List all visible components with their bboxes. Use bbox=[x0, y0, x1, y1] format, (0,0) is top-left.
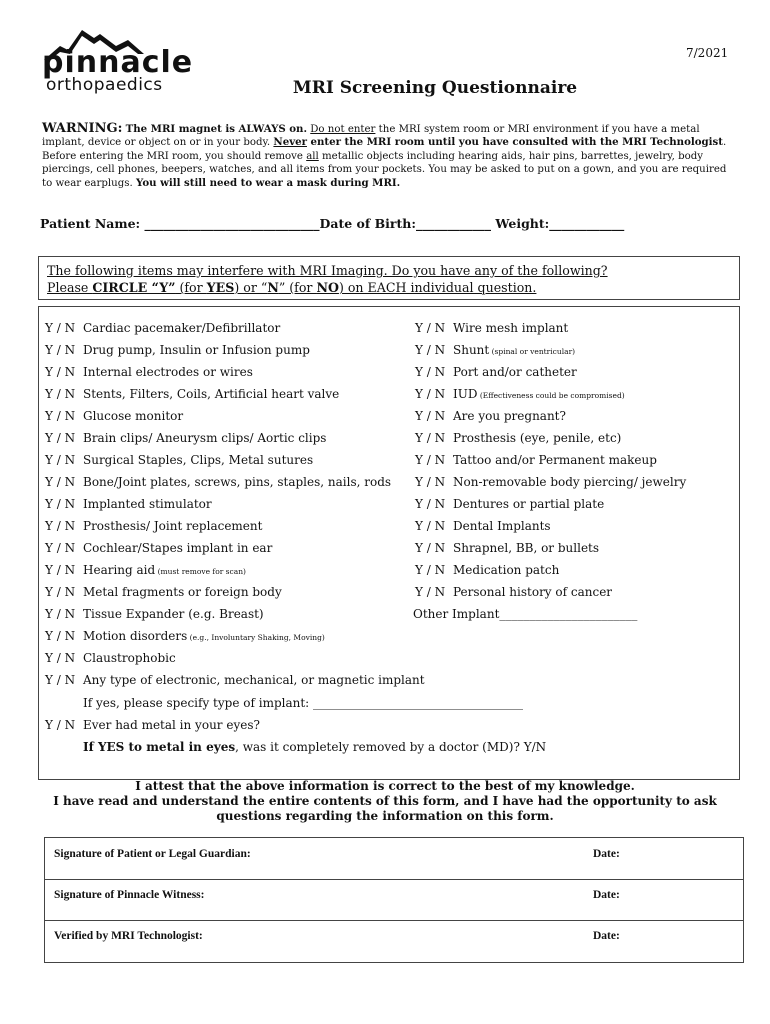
question-row bbox=[415, 519, 551, 533]
signature-table bbox=[44, 837, 744, 963]
question-row bbox=[45, 453, 313, 467]
warning-text: You will still need to wear a mask during MRI. bbox=[135, 176, 401, 189]
question-note: (must remove for scan) bbox=[155, 567, 246, 576]
yn-choice[interactable]: Y / N bbox=[415, 387, 446, 401]
yn-choice[interactable]: Y / N bbox=[45, 497, 76, 511]
question-text: Ever had metal in your eyes? bbox=[83, 718, 260, 732]
question-text: Drug pump, Insulin or Infusion pump bbox=[83, 343, 310, 357]
yn-choice[interactable]: Y / N bbox=[415, 497, 446, 511]
question-row bbox=[45, 343, 310, 357]
patient-signature-label: Signature of Patient or Legal Guardian: bbox=[54, 848, 251, 860]
yn-choice[interactable]: Y / N bbox=[45, 563, 76, 577]
yn-choice[interactable]: Y / N bbox=[415, 475, 446, 489]
question-row bbox=[45, 563, 246, 577]
instructions-line-1: The following items may interfere with MRI Imaging. Do you have any of the following? bbox=[47, 263, 608, 278]
warning-text: all bbox=[306, 150, 319, 162]
question-text: Prosthesis/ Joint replacement bbox=[83, 519, 263, 533]
date-label: Date: bbox=[593, 848, 620, 860]
question-text: Wire mesh implant bbox=[453, 321, 569, 335]
attestation bbox=[0, 779, 770, 824]
warning-text: metallic objects including hearing aids, hair pins, barrettes, jewelry, body piercings, cell phones, beepers, watches, and all items from your pockets. You may be asked to put on a gown, and you are required to wear earplugs. bbox=[42, 150, 727, 189]
question-note: (spinal or ventricular) bbox=[489, 347, 576, 356]
instructions-line-2: Please CIRCLE “Y” (for YES) or “N” (for NO) on EACH individual question. bbox=[47, 280, 537, 295]
metal-removed-question: If YES to metal in eyes, was it completely removed by a doctor (MD)? Y/N bbox=[83, 740, 547, 754]
yn-choice[interactable]: Y / N bbox=[45, 541, 76, 555]
question-row bbox=[415, 431, 621, 445]
yn-choice[interactable]: Y / N bbox=[415, 343, 446, 357]
page-title: MRI Screening Questionnaire bbox=[292, 78, 578, 98]
question-row bbox=[45, 607, 264, 621]
question-text: Cochlear/Stapes implant in ear bbox=[83, 541, 273, 555]
question-row bbox=[45, 365, 253, 379]
question-text: Shrapnel, BB, or bullets bbox=[453, 541, 600, 555]
yn-choice[interactable]: Y / N bbox=[415, 585, 446, 599]
yn-choice[interactable]: Y / N bbox=[415, 453, 446, 467]
form-date: 7/2021 bbox=[686, 46, 729, 60]
question-text: Hearing aid bbox=[83, 563, 156, 577]
question-text: IUD bbox=[453, 387, 478, 401]
question-row bbox=[415, 365, 577, 379]
question-row bbox=[415, 343, 575, 357]
question-row bbox=[45, 475, 391, 489]
yn-choice[interactable]: Y / N bbox=[415, 409, 446, 423]
yn-choice[interactable]: Y / N bbox=[415, 541, 446, 555]
patient-signature-row[interactable] bbox=[45, 838, 743, 880]
question-row bbox=[45, 651, 176, 665]
warning-label: WARNING: bbox=[42, 121, 123, 136]
yn-choice[interactable]: Y / N bbox=[45, 673, 76, 687]
questions-box bbox=[38, 306, 740, 780]
question-text: Glucose monitor bbox=[83, 409, 184, 423]
yn-choice[interactable]: Y / N bbox=[415, 431, 446, 445]
question-text: Medication patch bbox=[453, 563, 560, 577]
question-text: Stents, Filters, Coils, Artificial heart valve bbox=[83, 387, 340, 401]
yn-choice[interactable]: Y / N bbox=[45, 651, 76, 665]
question-row bbox=[415, 541, 599, 555]
patient-name-field[interactable]: ____________________________ bbox=[144, 216, 320, 231]
logo-subtitle: orthopaedics bbox=[46, 75, 163, 95]
date-label: Date: bbox=[593, 889, 620, 901]
yn-choice[interactable]: Y / N bbox=[45, 365, 76, 379]
attest-line: I have read and understand the entire contents of this form, and I have had the opportunity to ask bbox=[53, 794, 717, 808]
question-row bbox=[415, 409, 566, 423]
question-text: Brain clips/ Aneurysm clips/ Aortic clips bbox=[83, 431, 327, 445]
question-row bbox=[45, 519, 262, 533]
yn-choice[interactable]: Y / N bbox=[415, 519, 446, 533]
yn-choice[interactable]: Y / N bbox=[45, 607, 76, 621]
yn-choice[interactable]: Y / N bbox=[45, 431, 76, 445]
yn-choice[interactable]: Y / N bbox=[415, 365, 446, 379]
question-text: Non-removable body piercing/ jewelry bbox=[453, 475, 687, 489]
question-text: Implanted stimulator bbox=[83, 497, 212, 511]
question-text: Shunt bbox=[453, 343, 490, 357]
question-text: Surgical Staples, Clips, Metal sutures bbox=[83, 453, 314, 467]
technologist-signature-row[interactable] bbox=[45, 920, 743, 961]
question-row bbox=[45, 541, 272, 555]
logo-wordmark: pinnacle bbox=[42, 45, 194, 80]
patient-name-label: Patient Name: bbox=[40, 216, 145, 231]
warning-text: the MRI system room or MRI environment if you have a metal implant, device or object on or in your body. bbox=[42, 124, 700, 149]
question-row bbox=[45, 497, 212, 511]
question-row bbox=[415, 453, 657, 467]
question-note: (Effectiveness could be compromised) bbox=[477, 391, 625, 400]
question-row bbox=[45, 629, 325, 643]
question-text: Cardiac pacemaker/Defibrillator bbox=[83, 321, 281, 335]
yn-choice[interactable]: Y / N bbox=[45, 475, 76, 489]
question-row bbox=[45, 585, 282, 599]
instructions-box bbox=[38, 256, 740, 300]
witness-signature-label: Signature of Pinnacle Witness: bbox=[54, 889, 205, 901]
yn-choice[interactable]: Y / N bbox=[45, 519, 76, 533]
question-row bbox=[45, 409, 183, 423]
witness-signature-row[interactable] bbox=[45, 879, 743, 921]
question-note: (e.g., Involuntary Shaking, Moving) bbox=[187, 633, 325, 642]
question-text: Internal electrodes or wires bbox=[83, 365, 253, 379]
warning-text: . Before entering the MRI room, you should remove bbox=[42, 137, 727, 162]
yn-choice[interactable]: Y / N bbox=[45, 718, 76, 732]
yn-choice[interactable]: Y / N bbox=[45, 453, 76, 467]
yn-choice[interactable]: Y / N bbox=[45, 409, 76, 423]
weight-label: Weight: bbox=[491, 216, 550, 231]
question-row bbox=[415, 563, 559, 577]
question-text: Personal history of cancer bbox=[453, 585, 613, 599]
question-text: Tattoo and/or Permanent makeup bbox=[453, 453, 657, 467]
warning-paragraph bbox=[42, 122, 732, 190]
yn-choice[interactable]: Y / N bbox=[415, 321, 446, 335]
yn-choice[interactable]: Y / N bbox=[45, 321, 76, 335]
yn-choice[interactable]: Y / N bbox=[45, 585, 76, 599]
dob-field[interactable]: ____________ bbox=[416, 216, 491, 231]
weight-field[interactable]: ____________ bbox=[549, 216, 625, 231]
question-row bbox=[415, 387, 625, 401]
question-row bbox=[415, 497, 604, 511]
question-row bbox=[45, 673, 425, 687]
question-row bbox=[415, 585, 612, 599]
question-row bbox=[45, 321, 280, 335]
question-row bbox=[415, 321, 568, 335]
date-label: Date: bbox=[593, 930, 620, 942]
question-text: Any type of electronic, mechanical, or magnetic implant bbox=[83, 673, 425, 687]
question-text: Motion disorders bbox=[83, 629, 188, 643]
question-text: Dentures or partial plate bbox=[453, 497, 605, 511]
question-text: Dental Implants bbox=[453, 519, 551, 533]
question-text: Prosthesis (eye, penile, etc) bbox=[453, 431, 622, 445]
warning-text: enter the MRI room until you have consulted with the MRI Technologist bbox=[306, 136, 723, 149]
question-text: Metal fragments or foreign body bbox=[83, 585, 282, 599]
warning-text: Never bbox=[273, 136, 307, 149]
question-text: Tissue Expander (e.g. Breast) bbox=[83, 607, 264, 621]
warning-text: The MRI magnet is ALWAYS on. bbox=[125, 123, 308, 135]
other-implant-field[interactable]: Other Implant_______________________ bbox=[413, 607, 638, 621]
yn-choice[interactable]: Y / N bbox=[45, 387, 76, 401]
question-text: Are you pregnant? bbox=[453, 409, 566, 423]
specify-implant-field[interactable]: If yes, please specify type of implant: ___________________________________ bbox=[83, 696, 524, 710]
attest-line: I attest that the above information is correct to the best of my knowledge. bbox=[135, 779, 635, 793]
yn-choice[interactable]: Y / N bbox=[45, 343, 76, 357]
question-text: Bone/Joint plates, screws, pins, staples, nails, rods bbox=[83, 475, 392, 489]
question-text: Claustrophobic bbox=[83, 651, 176, 665]
metal-eyes-question bbox=[45, 718, 260, 732]
patient-info-line bbox=[40, 216, 624, 231]
attest-line: questions regarding the information on this form. bbox=[216, 809, 554, 823]
warning-text: Do not enter bbox=[310, 124, 376, 135]
yn-choice[interactable]: Y / N bbox=[415, 563, 446, 577]
yn-choice[interactable]: Y / N bbox=[45, 629, 76, 643]
question-row bbox=[45, 431, 326, 445]
technologist-signature-label: Verified by MRI Technologist: bbox=[54, 930, 203, 942]
question-row bbox=[45, 387, 339, 401]
dob-label: Date of Birth: bbox=[319, 216, 416, 231]
question-text: Port and/or catheter bbox=[453, 365, 577, 379]
question-row bbox=[415, 475, 686, 489]
